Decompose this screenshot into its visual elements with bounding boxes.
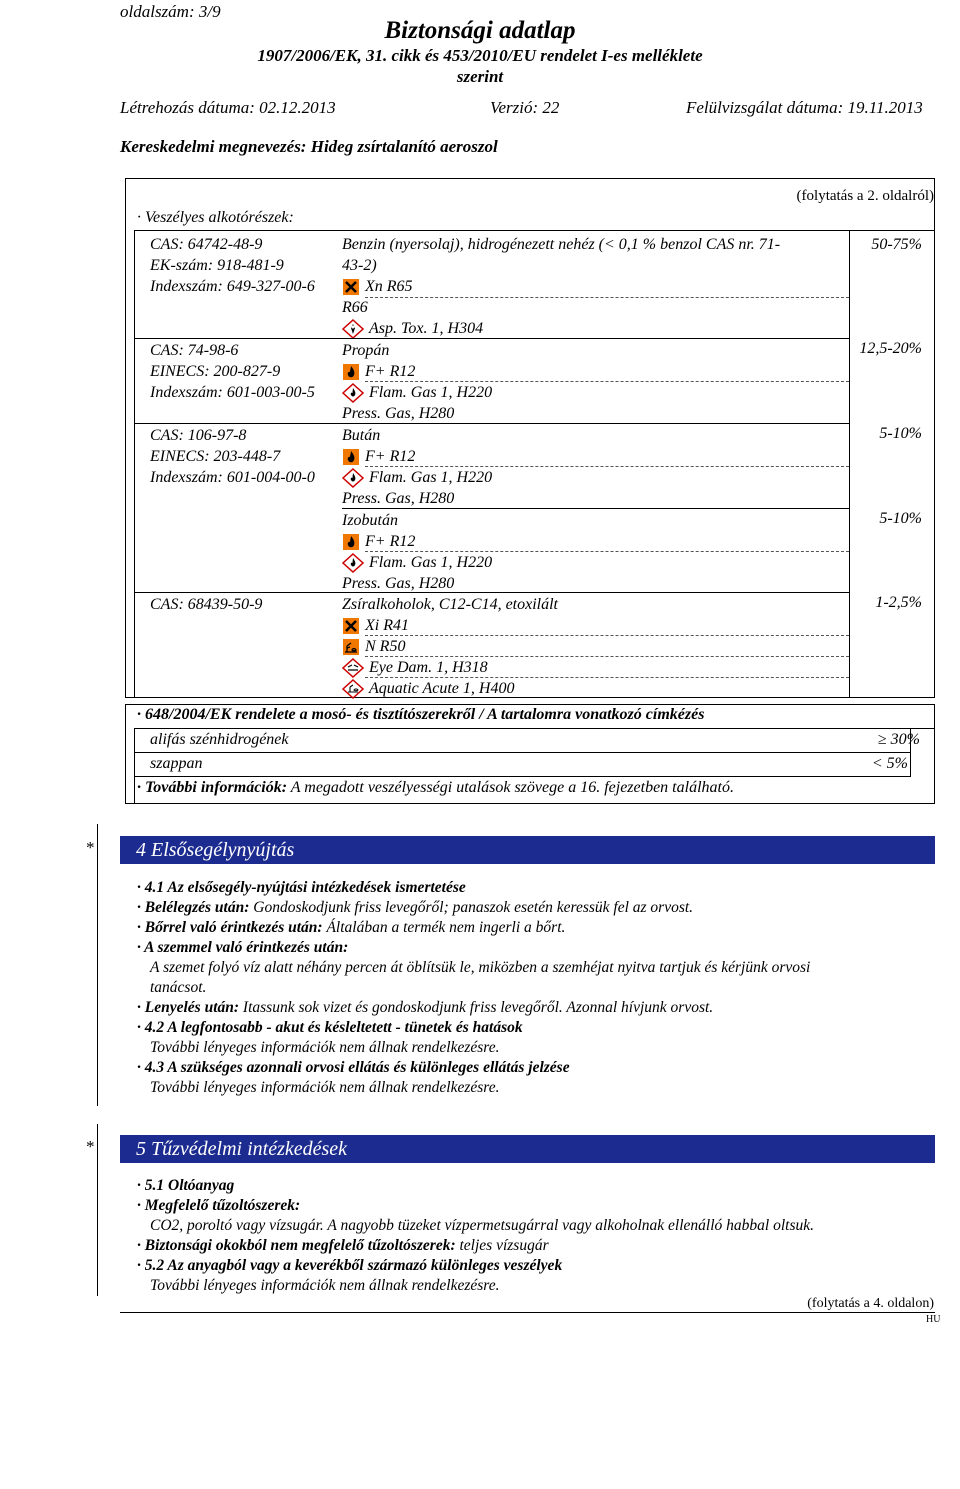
language-code: HU bbox=[926, 1314, 941, 1325]
component-name: Propán bbox=[342, 342, 390, 359]
h-phrase-extra: Press. Gas, H280 bbox=[342, 490, 455, 507]
row-divider bbox=[134, 752, 910, 753]
revision-marker: * bbox=[86, 1137, 95, 1156]
flame-icon bbox=[342, 448, 360, 466]
revision-marker: * bbox=[86, 838, 95, 857]
h-phrase: Eye Dam. 1, H318 bbox=[342, 657, 558, 678]
h-phrase-extra: Press. Gas, H280 bbox=[342, 405, 455, 422]
cas-number: CAS: 74-98-6 bbox=[150, 342, 239, 359]
revised-date: Felülvizsgálat dátuma: 19.11.2013 bbox=[686, 98, 923, 117]
section-text: További lényeges információk nem állnak rendelkezésre. bbox=[150, 1079, 500, 1096]
section-text: További lényeges információk nem állnak rendelkezésre. bbox=[150, 1277, 500, 1294]
r-phrase-extra: R66 bbox=[342, 299, 368, 316]
health-hazard-icon bbox=[342, 319, 364, 339]
section-item: · 5.1 Oltóanyag bbox=[137, 1177, 235, 1194]
h-phrase: Flam. Gas 1, H220 bbox=[342, 467, 492, 488]
continued-from: (folytatás a 2. oldalról) bbox=[796, 188, 934, 204]
h-phrase: Asp. Tox. 1, H304 bbox=[342, 318, 832, 339]
r-phrase: F+ R12 bbox=[342, 531, 492, 552]
section-item: · 4.3 A szükséges azonnali orvosi ellátás és különleges ellátás jelzése bbox=[137, 1059, 570, 1076]
component-name: Benzin (nyersolaj), hidrogénezett nehéz (< 0,1 % benzol CAS nr. 71- bbox=[342, 236, 781, 253]
section-side-line bbox=[97, 824, 98, 1106]
flame-icon bbox=[342, 363, 360, 381]
percent-column-divider bbox=[849, 230, 850, 698]
component-percent: 5-10% bbox=[879, 510, 922, 527]
cas-number: CAS: 106-97-8 bbox=[150, 427, 247, 444]
regulation-line: 1907/2006/EK, 31. cikk és 453/2010/EU rendelet I-es melléklete bbox=[257, 46, 703, 65]
hazardous-components-title: · Veszélyes alkotórészek: bbox=[137, 209, 294, 226]
component-percent: 1-2,5% bbox=[875, 594, 922, 611]
detergent-ingredient: alifás szénhidrogének bbox=[150, 731, 289, 748]
footer-line bbox=[120, 1312, 935, 1313]
section-item: · 4.1 Az elsősegély-nyújtási intézkedések ismertetése bbox=[137, 879, 466, 896]
section-item: · Megfelelő tűzoltószerek: bbox=[137, 1197, 301, 1214]
row-divider bbox=[134, 592, 849, 593]
component-details bbox=[342, 340, 492, 424]
component-name: Zsíralkoholok, C12-C14, etoxilált bbox=[342, 596, 558, 613]
cas-number: CAS: 68439-50-9 bbox=[150, 596, 263, 613]
section-item: · Biztonsági okokból nem megfelelő tűzoltószerek: teljes vízsugár bbox=[137, 1237, 549, 1254]
version: Verzió: 22 bbox=[490, 98, 560, 117]
component-details bbox=[342, 234, 832, 339]
section-item: · Belélegzés után: Gondoskodjunk friss levegőről; panaszok esetén keressük fel az orvost. bbox=[137, 899, 694, 916]
divider-dashed bbox=[365, 381, 849, 382]
divider-dashed bbox=[365, 466, 849, 467]
ec-number: EINECS: 203-448-7 bbox=[150, 448, 281, 465]
h-phrase-extra: Press. Gas, H280 bbox=[342, 575, 455, 592]
section-item: · A szemmel való érintkezés után: bbox=[137, 939, 349, 956]
row-divider bbox=[134, 338, 849, 339]
divider-dashed bbox=[365, 551, 849, 552]
component-details bbox=[342, 425, 492, 509]
detergent-value: < 5% bbox=[871, 755, 908, 772]
section-5-heading: 5 Tűzvédelmi intézkedések bbox=[120, 1135, 935, 1163]
r-phrase: F+ R12 bbox=[342, 446, 492, 467]
section-item: · 4.2 A legfontosabb - akut és késleltetett - tünetek és hatások bbox=[137, 1019, 523, 1036]
r-phrase: N R50 bbox=[342, 636, 558, 657]
h-phrase: Aquatic Acute 1, H400 bbox=[342, 678, 558, 699]
corrosion-icon bbox=[342, 658, 364, 678]
divider-dashed bbox=[365, 297, 849, 298]
component-percent: 5-10% bbox=[879, 425, 922, 442]
index-number: Indexszám: 601-004-00-0 bbox=[150, 469, 315, 486]
detergent-regulation-title: · 648/2004/EK rendelete a mosó- és tisztítószerekről / A tartalomra vonatkozó címkézés bbox=[137, 706, 705, 723]
section-item: · Lenyelés után: Itassunk sok vizet és gondoskodjunk friss levegőről. Azonnal hívjunk orvost. bbox=[137, 999, 714, 1016]
flame-diamond-icon bbox=[342, 553, 364, 573]
component-name-cont: 43-2) bbox=[342, 257, 377, 274]
row-divider bbox=[134, 776, 910, 777]
divider-dashed bbox=[365, 656, 849, 657]
environment-icon bbox=[342, 638, 360, 656]
row-divider bbox=[342, 508, 849, 509]
component-name: Bután bbox=[342, 427, 381, 444]
further-information: · További információk: A megadott veszélyességi utalások szövege a 16. fejezetben található. bbox=[137, 779, 734, 796]
irritant-icon bbox=[342, 617, 360, 635]
ec-number: EINECS: 200-827-9 bbox=[150, 363, 281, 380]
ec-number: EK-szám: 918-481-9 bbox=[150, 257, 284, 274]
section-text: A szemet folyó víz alatt néhány percen át öblítsük le, miközben a szemhéjat nyitva tartjuk és kérjünk orvosi bbox=[150, 959, 811, 976]
component-details bbox=[342, 510, 492, 594]
cas-number: CAS: 64742-48-9 bbox=[150, 236, 263, 253]
flame-diamond-icon bbox=[342, 383, 364, 403]
section-4-heading: 4 Elsősegélynyújtás bbox=[120, 836, 935, 864]
component-ids bbox=[150, 594, 262, 615]
divider-dashed bbox=[365, 635, 849, 636]
section-text: További lényeges információk nem állnak rendelkezésre. bbox=[150, 1039, 500, 1056]
index-number: Indexszám: 601-003-00-5 bbox=[150, 384, 315, 401]
flame-diamond-icon bbox=[342, 468, 364, 488]
component-details bbox=[342, 594, 558, 699]
continued-to: (folytatás a 4. oldalon) bbox=[807, 1296, 934, 1311]
component-ids bbox=[150, 340, 315, 403]
harmful-icon bbox=[342, 278, 360, 296]
regulation-line-2: szerint bbox=[456, 67, 504, 86]
section-item: · Bőrrel való érintkezés után: Általában a termék nem ingerli a bőrt. bbox=[137, 919, 566, 936]
row-divider bbox=[134, 423, 849, 424]
h-phrase: Flam. Gas 1, H220 bbox=[342, 382, 492, 403]
section-item: · 5.2 Az anyagból vagy a keverékből származó különleges veszélyek bbox=[137, 1257, 563, 1274]
divider-dashed bbox=[365, 677, 849, 678]
document-title: Biztonsági adatlap bbox=[384, 17, 576, 44]
page-number: oldalszám: 3/9 bbox=[120, 2, 221, 21]
section-text: tanácsot. bbox=[150, 979, 207, 996]
component-percent: 12,5-20% bbox=[859, 340, 922, 357]
flame-icon bbox=[342, 533, 360, 551]
component-name: Izobután bbox=[342, 512, 398, 529]
index-number: Indexszám: 649-327-00-6 bbox=[150, 278, 315, 295]
aquatic-icon bbox=[342, 679, 364, 699]
section-text: CO2, poroltó vagy vízsugár. A nagyobb tüzeket vízpermetsugárral vagy alkoholnak ellenálló habbal oltsuk. bbox=[150, 1217, 814, 1234]
r-phrase: Xi R41 bbox=[342, 615, 558, 636]
r-phrase: Xn R65 bbox=[342, 276, 832, 297]
component-percent: 50-75% bbox=[871, 236, 922, 253]
section-side-line bbox=[97, 1124, 98, 1296]
detergent-value: ≥ 30% bbox=[877, 731, 920, 748]
h-phrase: Flam. Gas 1, H220 bbox=[342, 552, 492, 573]
created-date: Létrehozás dátuma: 02.12.2013 bbox=[120, 98, 336, 117]
trade-name: Kereskedelmi megnevezés: Hideg zsírtalanító aeroszol bbox=[120, 137, 498, 156]
r-phrase: F+ R12 bbox=[342, 361, 492, 382]
detergent-ingredient: szappan bbox=[150, 755, 203, 772]
component-ids bbox=[150, 234, 315, 297]
component-ids bbox=[150, 425, 315, 488]
